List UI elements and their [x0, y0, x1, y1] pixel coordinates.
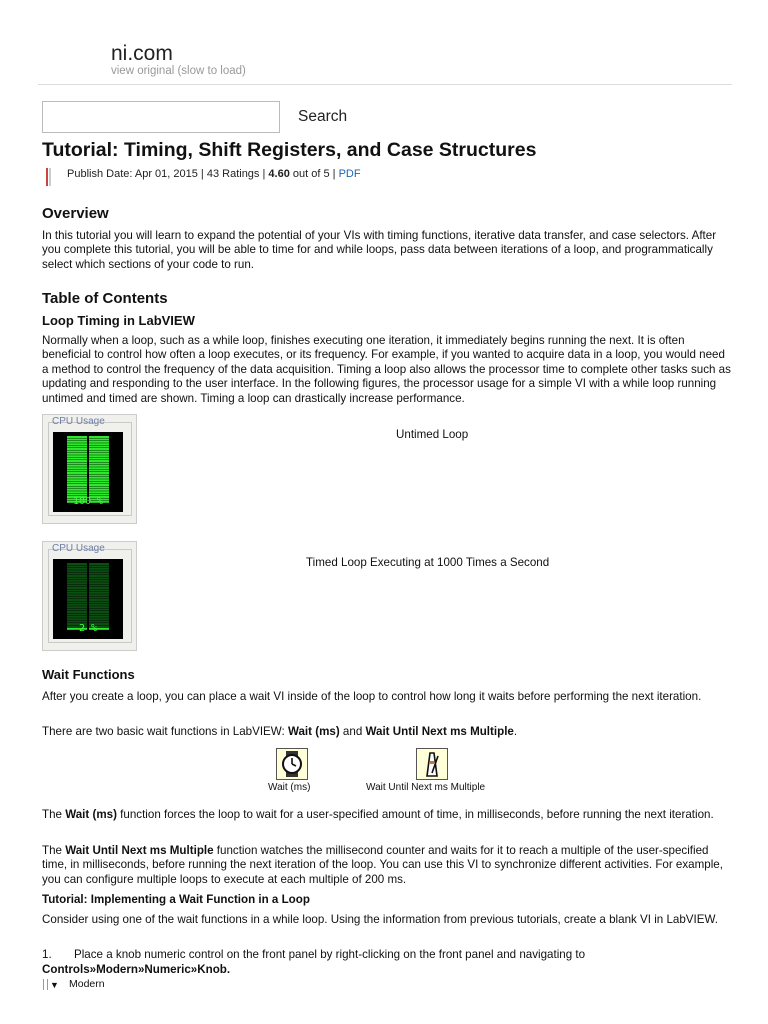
- text-run: .: [513, 725, 518, 738]
- wait-intro: After you create a loop, you can place a wait VI inside of the loop to control how long it waits before performing the next iteration.: [42, 690, 702, 703]
- meter-segment: [89, 604, 109, 606]
- toc-heading: Table of Contents: [42, 290, 168, 307]
- meter-segment: [67, 438, 87, 440]
- rating-value: 4.60: [268, 168, 290, 180]
- page-title: Tutorial: Timing, Shift Registers, and Case Structures: [42, 139, 537, 161]
- overview-body: In this tutorial you will learn to expand the potential of your VIs with timing functions, iterative data transfer, and case selectors. After you complete this tutorial, you will be able to time for and while loops, pass data between iterations of a loop, and programmatically select which sections of your code to run.: [42, 229, 717, 271]
- step-number: 1.: [42, 948, 52, 961]
- meter-segment: [67, 604, 87, 606]
- wait-ms-icon: [276, 748, 308, 780]
- meter-segment: [89, 594, 109, 596]
- text-run: function forces the loop to wait for a user-specified amount of time, in milliseconds, before running the next iteration.: [116, 808, 714, 821]
- rating-suffix: out of 5 |: [289, 168, 336, 180]
- meter-segment: [89, 479, 109, 481]
- tutorial-heading: Tutorial: Implementing a Wait Function in a Loop: [42, 893, 310, 906]
- meter-segment: [67, 443, 87, 445]
- meter-segment: [67, 585, 87, 587]
- meter-segment: [89, 465, 109, 467]
- metronome-icon: [416, 748, 448, 780]
- loop-timing-body: Normally when a loop, such as a while loop, finishes executing one iteration, it immediately begins running the next. It is often beneficial to control how often a loop executes, or its frequency. For example, if you wanted to acquire data in a loop, you would need a method to control the frequency of the data acquisition. Timing a loop also allows the processor time to complete other tasks such as updating and responding to the user interface. In the following figures, the processor usage for a simple VI with a while loop running untimed and timed are shown. Timing a loop can drastically increase performance.: [42, 334, 731, 405]
- pdf-link[interactable]: PDF: [338, 168, 361, 180]
- text-run: The: [42, 808, 66, 821]
- meter-segment: [89, 573, 109, 575]
- wait-ms-term: Wait (ms): [65, 808, 117, 821]
- meter-segment: [89, 482, 109, 484]
- meter-segment: [89, 585, 109, 587]
- text-run: There are two basic wait functions in LabVIEW:: [42, 725, 288, 738]
- meter-segment: [67, 609, 87, 611]
- wait-next-term: Wait Until Next ms Multiple: [65, 844, 214, 857]
- meter-segment: [89, 438, 109, 440]
- meter-segment: [67, 474, 87, 476]
- wait-next-description: [42, 844, 732, 887]
- meter-segment: [67, 470, 87, 472]
- wait-ms-label: Wait (ms): [268, 782, 311, 793]
- meter-segment: [67, 486, 87, 488]
- meter-segment: [67, 611, 87, 613]
- meter-segment: [67, 565, 87, 567]
- meter-segment: [89, 570, 109, 572]
- cpu-meter-screen: [53, 559, 123, 639]
- meter-segment: [67, 482, 87, 484]
- meter-segment: [89, 484, 109, 486]
- figure-caption-untimed: Untimed Loop: [396, 428, 469, 441]
- meter-segment: [89, 458, 109, 460]
- wait-ms-description: [42, 808, 732, 822]
- wait-ms-term: Wait (ms): [287, 725, 340, 738]
- meter-segment: [89, 563, 109, 565]
- meter-segment: [67, 489, 87, 491]
- meter-segment: [67, 465, 87, 467]
- meter-segment: [89, 460, 109, 462]
- meter-segment: [67, 491, 87, 493]
- meter-segment: [67, 613, 87, 615]
- meter-segment: [89, 606, 109, 608]
- meter-segment: [89, 601, 109, 603]
- meter-segment: [67, 472, 87, 474]
- meter-segment: [67, 455, 87, 457]
- rating-flag-icon: [46, 168, 51, 186]
- publish-date-ratings: Publish Date: Apr 01, 2015 | 43 Ratings |: [67, 168, 269, 180]
- meter-segment: [89, 446, 109, 448]
- meter-segment: [89, 582, 109, 584]
- meter-segment: [67, 618, 87, 620]
- meter-segment: [89, 472, 109, 474]
- meter-segment: [67, 448, 87, 450]
- palette-grip-icon: [43, 979, 48, 990]
- meter-segment: [67, 577, 87, 579]
- search-button[interactable]: Search: [298, 108, 348, 125]
- meter-segment: [67, 458, 87, 460]
- meter-segment: [67, 436, 87, 438]
- meter-segment: [67, 563, 87, 565]
- meter-segment: [89, 618, 109, 620]
- meter-segment: [89, 587, 109, 589]
- meter-segment: [67, 467, 87, 469]
- meter-segment: [67, 597, 87, 599]
- meter-segment: [67, 460, 87, 462]
- meter-segment: [67, 484, 87, 486]
- meter-segment: [67, 616, 87, 618]
- meter-segment: [67, 462, 87, 464]
- wait-next-label: Wait Until Next ms Multiple: [366, 782, 486, 793]
- meter-segment: [67, 450, 87, 452]
- meter-segment: [89, 443, 109, 445]
- meter-segment: [67, 575, 87, 577]
- cpu-meter-screen: [53, 432, 123, 512]
- meter-segment: [67, 453, 87, 455]
- meter-segment: [89, 597, 109, 599]
- meter-segment: [89, 441, 109, 443]
- text-run: function watches the millisecond counter and waits for it to reach a multiple of the user-specified time, in milliseconds, before running the next iteration of the loop. You can use this VI to synchronize different activities. For example, you can configure multiple loops to execute at each multiple of 200 ms.: [42, 844, 723, 886]
- view-original-link[interactable]: view original (slow to load): [111, 65, 246, 77]
- meter-segment: [67, 592, 87, 594]
- meter-segment: [89, 489, 109, 491]
- meter-segment: [89, 491, 109, 493]
- cpu-usage-value: 2 %: [78, 623, 98, 634]
- meter-segment: [89, 575, 109, 577]
- meter-segment: [89, 453, 109, 455]
- meter-segment: [89, 613, 109, 615]
- meter-segment: [89, 448, 109, 450]
- meter-segment: [67, 582, 87, 584]
- meter-segment: [67, 570, 87, 572]
- meter-segment: [89, 577, 109, 579]
- site-name[interactable]: ni.com: [111, 42, 173, 65]
- cpu-usage-panel-untimed: [42, 414, 137, 524]
- meter-segment: [89, 436, 109, 438]
- wait-next-term: Wait Until Next ms Multiple: [365, 725, 514, 738]
- meter-segment: [67, 606, 87, 608]
- search-input[interactable]: [42, 101, 280, 133]
- meter-segment: [89, 609, 109, 611]
- cpu-usage-panel-timed: [42, 541, 137, 651]
- chevron-down-icon: ▼: [50, 980, 59, 990]
- tutorial-body: Consider using one of the wait functions in a while loop. Using the information from previous tutorials, create a blank VI in LabVIEW.: [42, 913, 719, 926]
- meter-segment: [67, 446, 87, 448]
- meter-segment: [89, 611, 109, 613]
- meter-segment: [89, 592, 109, 594]
- cpu-usage-value: 100 %: [72, 496, 104, 507]
- text-run: and: [339, 725, 366, 738]
- meter-segment: [89, 565, 109, 567]
- meter-segment: [89, 450, 109, 452]
- step-text: Place a knob numeric control on the front panel by right-clicking on the front panel and navigating to: [74, 948, 586, 961]
- meter-segment: [89, 568, 109, 570]
- meter-segment: [67, 589, 87, 591]
- meter-segment: [89, 599, 109, 601]
- cpu-panel-title: CPU Usage: [52, 416, 105, 427]
- meter-segment: [89, 467, 109, 469]
- meter-segment: [67, 601, 87, 603]
- meter-segment: [67, 477, 87, 479]
- cpu-panel-title: CPU Usage: [52, 543, 105, 554]
- meter-segment: [67, 594, 87, 596]
- meter-segment: [89, 477, 109, 479]
- overview-heading: Overview: [42, 205, 109, 222]
- loop-timing-heading: Loop Timing in LabVIEW: [42, 313, 195, 328]
- figure-caption-timed: Timed Loop Executing at 1000 Times a Second: [306, 556, 550, 569]
- meter-segment: [89, 470, 109, 472]
- text-run: The: [42, 844, 66, 857]
- meter-segment: [89, 616, 109, 618]
- meter-segment: [67, 568, 87, 570]
- step-path: Controls»Modern»Numeric»Knob.: [42, 963, 231, 976]
- palette-label: Modern: [69, 978, 105, 990]
- meter-segment: [67, 479, 87, 481]
- meter-segment: [89, 580, 109, 582]
- meter-segment: [67, 441, 87, 443]
- meter-segment: [67, 599, 87, 601]
- meter-segment: [89, 589, 109, 591]
- meter-segment: [89, 455, 109, 457]
- meter-segment: [89, 462, 109, 464]
- meter-segment: [67, 580, 87, 582]
- meter-segment: [89, 486, 109, 488]
- wait-functions-heading: Wait Functions: [42, 667, 135, 682]
- meter-segment: [67, 587, 87, 589]
- meter-segment: [89, 474, 109, 476]
- wait-two-functions: [42, 725, 732, 739]
- publish-info: [67, 168, 361, 180]
- meter-segment: [67, 573, 87, 575]
- header-divider: [38, 84, 732, 85]
